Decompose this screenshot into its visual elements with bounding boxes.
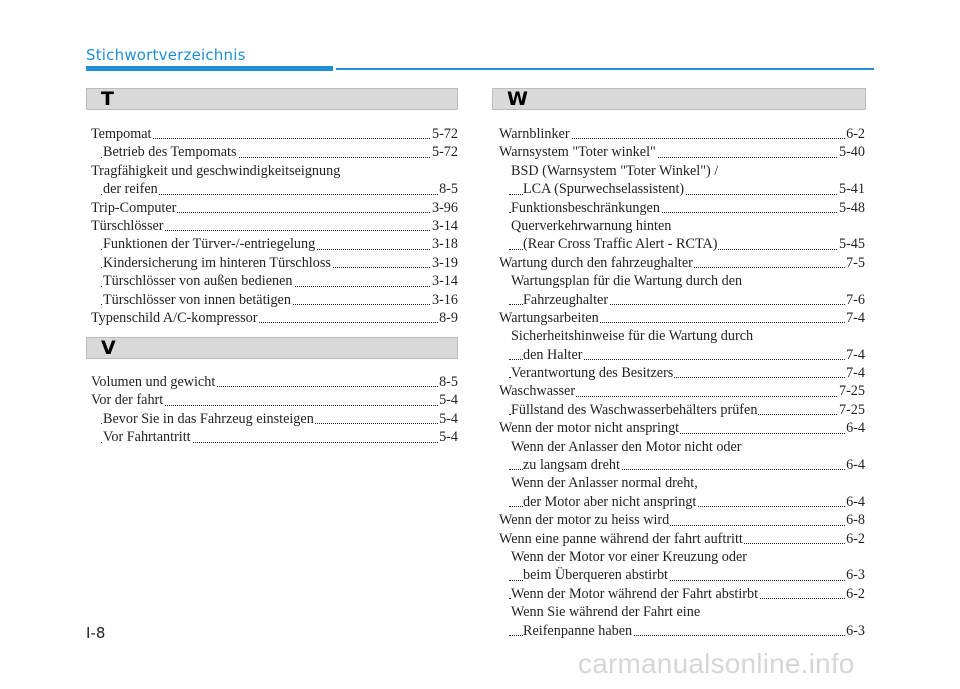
index-entry: Tragfähigkeit und geschwindigkeitseignung [91,162,341,179]
index-entry: Türschlösser von außen bedienen 3-14 [91,272,458,290]
letter-bar-t [86,88,458,110]
index-entry: Warnblinker 6-2 [499,126,865,142]
index-entry: Wenn der Anlasser den Motor nicht oder [511,438,742,455]
index-entry: der reifen 8-5 [91,180,458,198]
header-rule-thick [86,66,333,71]
letter-bar-v [86,337,458,359]
index-entry: Typenschild A/C-kompressor 8-9 [91,309,458,326]
letter-bar-w [492,88,866,110]
index-entry: Funktionsbeschränkungen 5-48 [499,199,865,217]
header-rule-thin [336,68,874,70]
index-entry: Wartungsplan für die Wartung durch den [511,273,743,290]
index-entry: Reifenpanne haben 6-3 [499,622,865,640]
index-entry: den Halter 7-4 [499,346,865,364]
index-entry: Sicherheitshinweise für die Wartung durch [511,328,754,345]
index-entry: Vor der fahrt 5-4 [91,392,458,409]
letter-w: W [507,88,528,110]
index-column-w [499,125,865,640]
index-entry: Verantwortung des Besitzers 7-4 [499,364,865,382]
index-entry: der Motor aber nicht anspringt 6-4 [499,493,865,511]
index-entry: Volumen und gewicht 8-5 [91,374,458,390]
index-entry: Türschlösser von innen betätigen 3-16 [91,291,458,309]
index-column-v [91,373,458,447]
index-entry: Wenn der motor nicht anspringt 6-4 [499,420,865,437]
letter-t: T [101,88,114,110]
index-entry: Warnsystem "Toter winkel" 5-40 [499,144,865,161]
index-entry: Wenn der motor zu heiss wird 6-8 [499,512,865,529]
section-title: Stichwortverzeichnis [86,46,246,64]
index-entry: Tempomat 5-72 [91,126,458,142]
index-entry: Waschwasser 7-25 [499,383,865,400]
index-entry: Türschlösser 3-14 [91,217,458,234]
index-entry: Füllstand des Waschwasserbehälters prüfen 7-25 [499,401,865,419]
index-entry: Wenn der Motor vor einer Kreuzung oder [511,548,748,565]
index-entry: (Rear Cross Traffic Alert - RCTA) 5-45 [499,235,865,253]
index-entry: Trip-Computer 3-96 [91,199,458,216]
index-entry: Wartungsarbeiten 7-4 [499,309,865,326]
letter-v: V [101,337,116,359]
page-number: I-8 [86,624,106,642]
index-entry: Wenn der Motor während der Fahrt abstirbt 6-2 [499,585,865,603]
index-entry: Wenn Sie während der Fahrt eine [511,604,701,621]
index-entry: Fahrzeughalter 7-6 [499,291,865,309]
index-entry: Funktionen der Türver-/-entriegelung 3-18 [91,235,458,253]
index-entry: Querverkehrwarnung hinten [511,217,672,234]
index-entry: LCA (Spurwechselassistent) 5-41 [499,180,865,198]
index-entry: Wartung durch den fahrzeughalter 7-5 [499,254,865,271]
index-entry: Wenn eine panne während der fahrt auftritt 6-2 [499,530,865,547]
index-entry: Bevor Sie in das Fahrzeug einsteigen 5-4 [91,410,458,428]
index-column-t [91,125,458,327]
index-entry: Kindersicherung im hinteren Türschloss 3-19 [91,254,458,272]
index-entry: Wenn der Anlasser normal dreht, [511,475,698,492]
watermark: carmanualsonline.info [578,648,855,679]
index-entry: zu langsam dreht 6-4 [499,456,865,474]
index-entry: Vor Fahrtantritt 5-4 [91,428,458,446]
index-entry: beim Überqueren abstirbt 6-3 [499,566,865,584]
index-entry: BSD (Warnsystem "Toter Winkel") / [511,162,719,179]
index-entry: Betrieb des Tempomats 5-72 [91,143,458,161]
